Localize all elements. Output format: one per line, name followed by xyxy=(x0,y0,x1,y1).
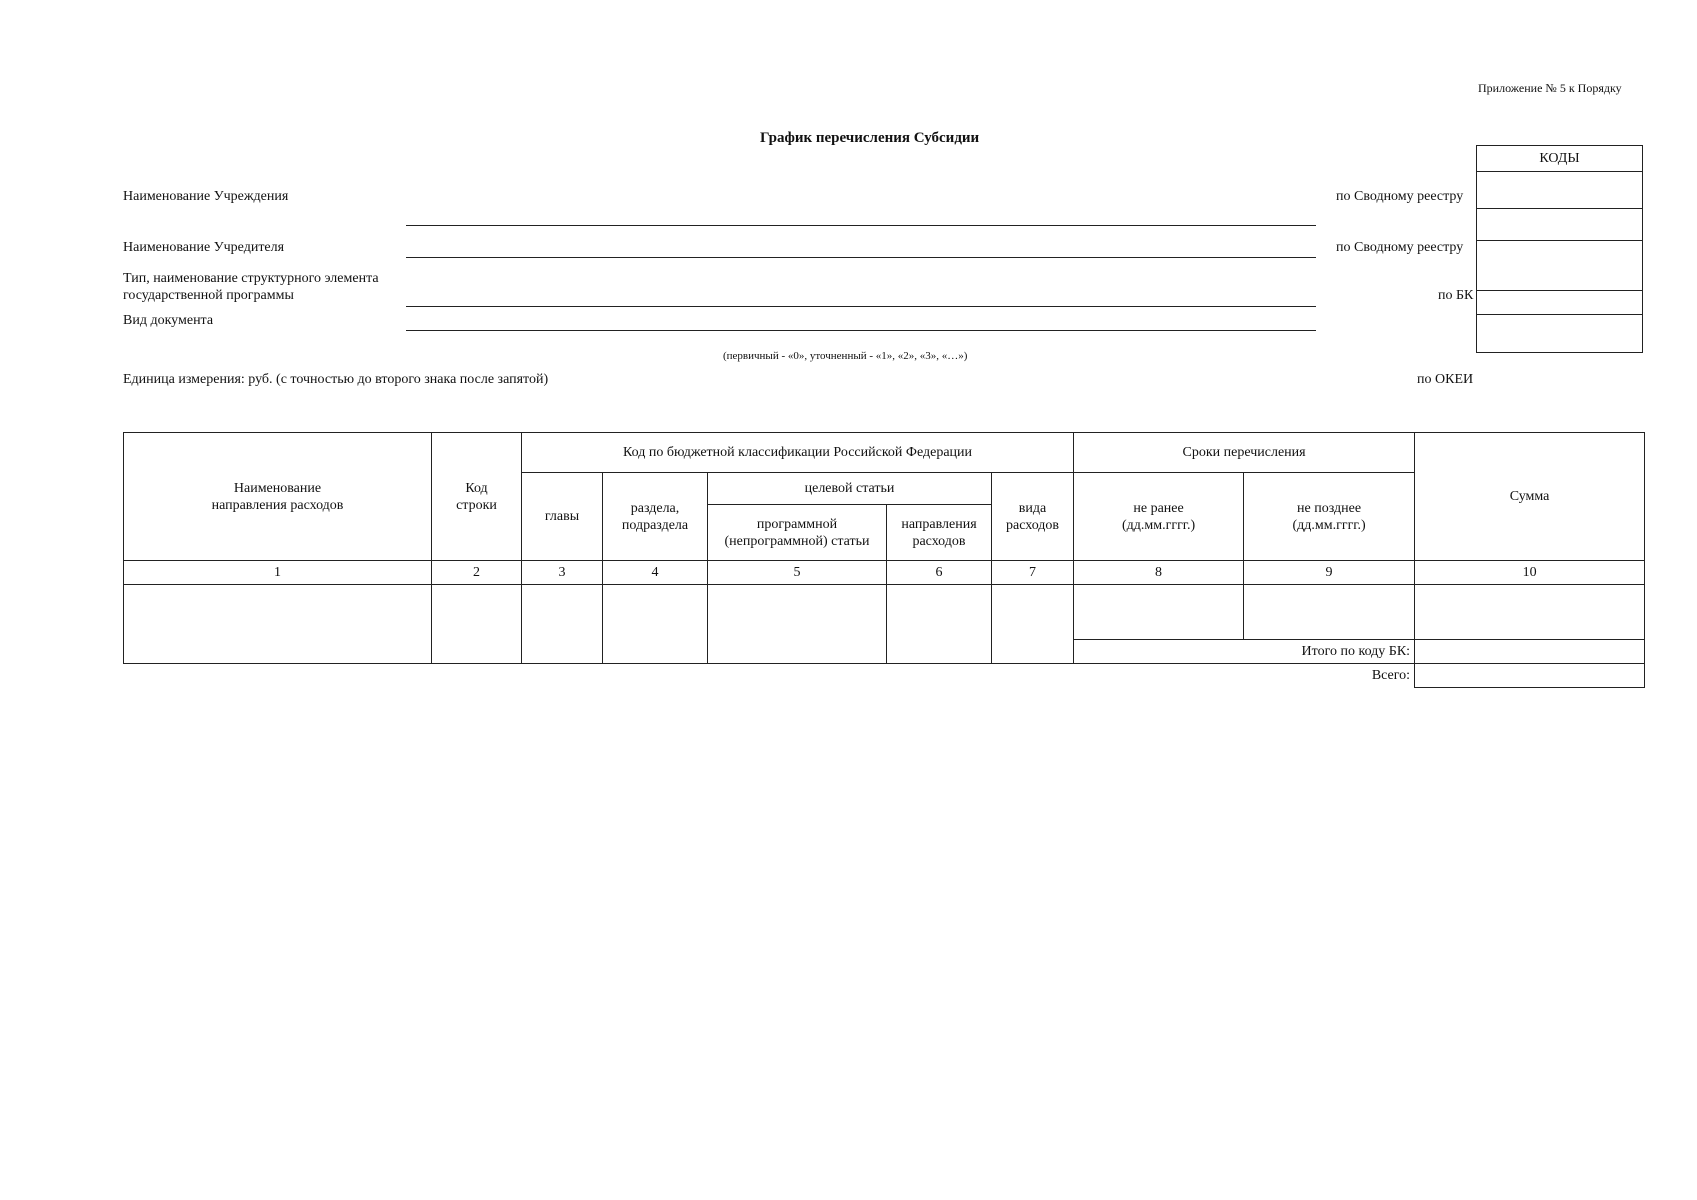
document-title: График перечисления Субсидии xyxy=(760,130,980,146)
founder-field-line[interactable] xyxy=(406,257,1316,258)
code-cell-bk[interactable] xyxy=(1477,290,1642,315)
column-number: 6 xyxy=(887,561,992,585)
label-registry-2: по Сводному реестру xyxy=(1336,240,1464,255)
header-direction-line1: направления xyxy=(901,516,977,532)
header-kind-line2: расходов xyxy=(1006,517,1060,533)
cell-name[interactable] xyxy=(124,585,432,664)
column-number: 8 xyxy=(1074,561,1244,585)
column-number: 4 xyxy=(603,561,708,585)
column-number: 10 xyxy=(1415,561,1645,585)
label-unit: Единица измерения: руб. (с точностью до второго знака после запятой) xyxy=(123,372,549,387)
header-chapter: главы xyxy=(522,473,603,561)
label-bk: по БК xyxy=(1438,288,1474,303)
header-not-later-line1: не позднее xyxy=(1297,500,1362,516)
header-not-later-line2: (дд.мм.гггг.) xyxy=(1292,517,1366,533)
cell-chapter[interactable] xyxy=(522,585,603,664)
label-registry-1: по Сводному реестру xyxy=(1336,189,1464,204)
header-not-earlier-cell xyxy=(1074,473,1244,561)
doc-type-hint: (первичный - «0», уточненный - «1», «2», «3», «…») xyxy=(723,350,968,362)
label-institution: Наименование Учреждения xyxy=(123,189,289,204)
label-program-line2: государственной программы xyxy=(123,288,294,303)
header-code-line1: Код xyxy=(465,480,488,496)
table-row xyxy=(124,585,1645,640)
subtotal-label: Итого по коду БК: xyxy=(1074,640,1415,664)
header-not-earlier-line2: (дд.мм.гггг.) xyxy=(1121,517,1196,533)
code-cell-registry2[interactable] xyxy=(1477,240,1642,291)
header-not-later-cell xyxy=(1244,473,1415,561)
cell-kind[interactable] xyxy=(992,585,1074,664)
cell-not-later[interactable] xyxy=(1244,585,1415,640)
column-number: 5 xyxy=(708,561,887,585)
codes-box xyxy=(1476,145,1643,353)
header-section-line2: подраздела xyxy=(621,517,689,533)
label-founder: Наименование Учредителя xyxy=(123,240,285,255)
column-numbers-row xyxy=(124,561,1645,585)
header-name-cell xyxy=(124,433,432,561)
appendix-note: Приложение № 5 к Порядку xyxy=(1478,81,1622,95)
header-kind-line1: вида xyxy=(1018,500,1047,516)
cell-direction[interactable] xyxy=(887,585,992,664)
header-terms-group: Сроки перечисления xyxy=(1074,433,1415,473)
doc-type-field-line[interactable] xyxy=(406,330,1316,331)
transfer-schedule-table xyxy=(123,432,1645,688)
label-doc-type: Вид документа xyxy=(123,313,214,328)
code-cell-registry2a[interactable] xyxy=(1477,208,1642,241)
total-row xyxy=(124,664,1645,688)
column-number: 3 xyxy=(522,561,603,585)
institution-field-line[interactable] xyxy=(406,225,1316,226)
header-code-line2: строки xyxy=(456,497,497,513)
header-name-line2: направления расходов xyxy=(211,497,344,513)
header-target-group: целевой статьи xyxy=(708,473,992,505)
column-number: 9 xyxy=(1244,561,1415,585)
total-sum-cell[interactable] xyxy=(1415,664,1645,688)
codes-header: КОДЫ xyxy=(1477,146,1642,172)
cell-section[interactable] xyxy=(603,585,708,664)
cell-sum[interactable] xyxy=(1415,585,1645,640)
header-section-cell xyxy=(603,473,708,561)
column-number: 1 xyxy=(124,561,432,585)
header-kind-cell xyxy=(992,473,1074,561)
header-name-line1: Наименование xyxy=(233,480,322,496)
cell-code[interactable] xyxy=(432,585,522,664)
column-number: 7 xyxy=(992,561,1074,585)
program-field-line[interactable] xyxy=(406,306,1316,307)
subtotal-sum-cell[interactable] xyxy=(1415,640,1645,664)
cell-not-earlier[interactable] xyxy=(1074,585,1244,640)
header-section-line1: раздела, xyxy=(630,500,680,516)
code-cell-registry1[interactable] xyxy=(1477,171,1642,209)
header-direction-line2: расходов xyxy=(912,533,966,549)
header-program-cell xyxy=(708,505,887,561)
header-direction-cell xyxy=(887,505,992,561)
header-not-earlier-line1: не ранее xyxy=(1133,500,1184,516)
label-okei: по ОКЕИ xyxy=(1417,372,1474,387)
header-program-line2: (непрограммной) статьи xyxy=(724,533,870,549)
header-sum: Сумма xyxy=(1415,433,1645,561)
label-program-line1: Тип, наименование структурного элемента xyxy=(123,271,379,286)
cell-program[interactable] xyxy=(708,585,887,664)
column-number: 2 xyxy=(432,561,522,585)
total-label: Всего: xyxy=(124,664,1415,688)
header-program-line1: программной xyxy=(756,516,838,532)
header-code-cell xyxy=(432,433,522,561)
header-bk-group: Код по бюджетной классификации Российской Федерации xyxy=(522,433,1074,473)
